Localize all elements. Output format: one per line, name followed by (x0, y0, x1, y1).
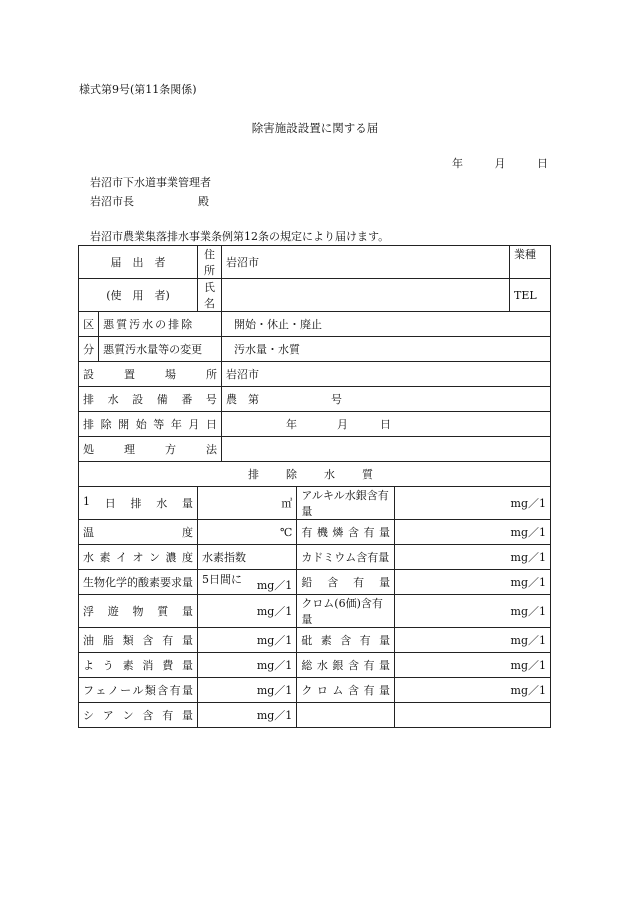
quality-left-value[interactable] (198, 678, 297, 703)
category-row-2 (79, 337, 551, 362)
quality-left-label: 油 脂 類 含 有 量 (79, 628, 198, 653)
quality-row (79, 545, 551, 570)
quality-left-value[interactable] (198, 487, 297, 520)
quality-right-label: クロム(6価)含有量 (297, 595, 395, 628)
quality-right-label: ク ロ ム 含 有 量 (297, 678, 395, 703)
addressee-manager: 岩沼市下水道事業管理者 (90, 176, 211, 189)
quality-left-label: よ う 素 消 費 量 (79, 653, 198, 678)
quality-left-unit: mg／1 (256, 659, 293, 672)
industry-cell (510, 246, 551, 279)
equipment-row (79, 387, 551, 412)
location-row (79, 362, 551, 387)
quality-row (79, 628, 551, 653)
quality-left-prefix: 水素指数 (202, 551, 246, 564)
quality-right-value[interactable]: mg／1 (395, 570, 551, 595)
month-label: 月 (494, 157, 506, 170)
method-label: 処 理 方 法 (79, 437, 222, 462)
address-field[interactable]: 岩沼市 (221, 246, 509, 279)
quality-right-label: 有 機 燐 含 有 量 (297, 520, 395, 545)
quality-header: 排 除 水 質 (79, 462, 551, 487)
quality-row (79, 487, 551, 520)
quality-left-label: シ ア ン 含 有 量 (79, 703, 198, 728)
tel-cell[interactable] (510, 279, 551, 312)
quality-right-value[interactable]: mg／1 (395, 595, 551, 628)
applicant-row-2 (79, 279, 551, 312)
quality-left-unit: ㎥ (281, 497, 293, 510)
quality-left-unit: mg／1 (256, 605, 293, 618)
user-label: (使 用 者) (79, 279, 198, 312)
start-date-label: 排 除 開 始 等 年 月 日 (79, 412, 222, 437)
quality-right-value[interactable]: mg／1 (395, 628, 551, 653)
category-row-1 (79, 312, 551, 337)
day-label: 日 (537, 157, 548, 170)
tel-label: TEL (514, 288, 537, 302)
quality-left-value[interactable] (198, 595, 297, 628)
quality-right-value[interactable]: mg／1 (395, 678, 551, 703)
quality-left-unit: mg／1 (256, 579, 293, 592)
quality-row (79, 595, 551, 628)
statement-text: 岩沼市農業集落排水事業条例第12条の規定により届けます。 (90, 230, 390, 243)
quality-left-unit: ℃ (280, 525, 293, 539)
quality-left-label: 温 度 (79, 520, 198, 545)
quality-left-label: 1 日 排 水 量 (79, 487, 198, 520)
notification-form-table (78, 245, 551, 728)
category-label-bottom: 分 (79, 337, 99, 362)
method-row (79, 437, 551, 462)
quality-row (79, 570, 551, 595)
location-field[interactable]: 岩沼市 (221, 362, 550, 387)
applicant-label: 届 出 者 (79, 246, 198, 279)
discharge-label: 悪質汚水の排除 (99, 312, 222, 337)
quality-row (79, 653, 551, 678)
quality-right-value[interactable]: mg／1 (395, 487, 551, 520)
quality-left-value[interactable] (198, 520, 297, 545)
quality-right-value[interactable]: mg／1 (395, 653, 551, 678)
honorific: 殿 (198, 195, 209, 208)
name-label: 氏名 (198, 279, 222, 312)
quality-row (79, 520, 551, 545)
quality-left-prefix: 5日間に (202, 573, 242, 586)
method-field[interactable] (221, 437, 550, 462)
quality-header-row (79, 462, 551, 487)
address-label: 住所 (198, 246, 222, 279)
quality-left-label: 水 素 イ オ ン 濃 度 (79, 545, 198, 570)
quality-left-label: 浮 遊 物 質 量 (79, 595, 198, 628)
applicant-row-1 (79, 246, 551, 279)
quality-left-unit: mg／1 (256, 634, 293, 647)
quality-right-value (395, 703, 551, 728)
category-label-top: 区 (79, 312, 99, 337)
quality-right-label: 砒 素 含 有 量 (297, 628, 395, 653)
equipment-prefix: 農 第 (225, 393, 259, 406)
year-label: 年 (452, 157, 463, 170)
addressee-mayor: 岩沼市長 (90, 195, 134, 208)
quality-right-label: アルキル水銀含有量 (297, 487, 395, 520)
equipment-field[interactable] (221, 387, 550, 412)
quality-left-value[interactable] (198, 570, 297, 595)
quality-left-value[interactable] (198, 653, 297, 678)
quality-left-unit: mg／1 (256, 709, 293, 722)
quality-right-label (297, 703, 395, 728)
form-title: 除害施設設置に関する届 (251, 121, 379, 135)
quality-right-label: カドミウム含有量 (297, 545, 395, 570)
quality-right-value[interactable]: mg／1 (395, 520, 551, 545)
form-number: 様式第9号(第11条関係) (79, 83, 197, 96)
submission-date (452, 155, 548, 171)
change-options[interactable]: 汚水量・水質 (221, 337, 550, 362)
industry-label: 業種 (514, 248, 537, 261)
location-label: 設 置 場 所 (79, 362, 222, 387)
quality-left-unit: mg／1 (256, 684, 293, 697)
equipment-label: 排 水 設 備 番 号 (79, 387, 222, 412)
name-field[interactable] (221, 279, 509, 312)
quality-right-label: 総 水 銀 含 有 量 (297, 653, 395, 678)
quality-left-label: フ ェ ノ ー ル 類 含 有 量 (79, 678, 198, 703)
quality-rows (79, 487, 551, 728)
quality-row (79, 703, 551, 728)
quality-left-value[interactable] (198, 545, 297, 570)
quality-right-label: 鉛 含 有 量 (297, 570, 395, 595)
start-date-row (79, 412, 551, 437)
start-date-field[interactable]: 年 月 日 (221, 412, 550, 437)
equipment-suffix: 号 (330, 393, 342, 406)
quality-left-value[interactable] (198, 628, 297, 653)
discharge-options[interactable]: 開始・休止・廃止 (221, 312, 550, 337)
quality-left-label: 生 物 化 学 的 酸 素 要 求 量 (79, 570, 198, 595)
quality-right-value[interactable]: mg／1 (395, 545, 551, 570)
change-label: 悪質汚水量等の変更 (99, 337, 222, 362)
quality-left-value[interactable] (198, 703, 297, 728)
quality-row (79, 678, 551, 703)
